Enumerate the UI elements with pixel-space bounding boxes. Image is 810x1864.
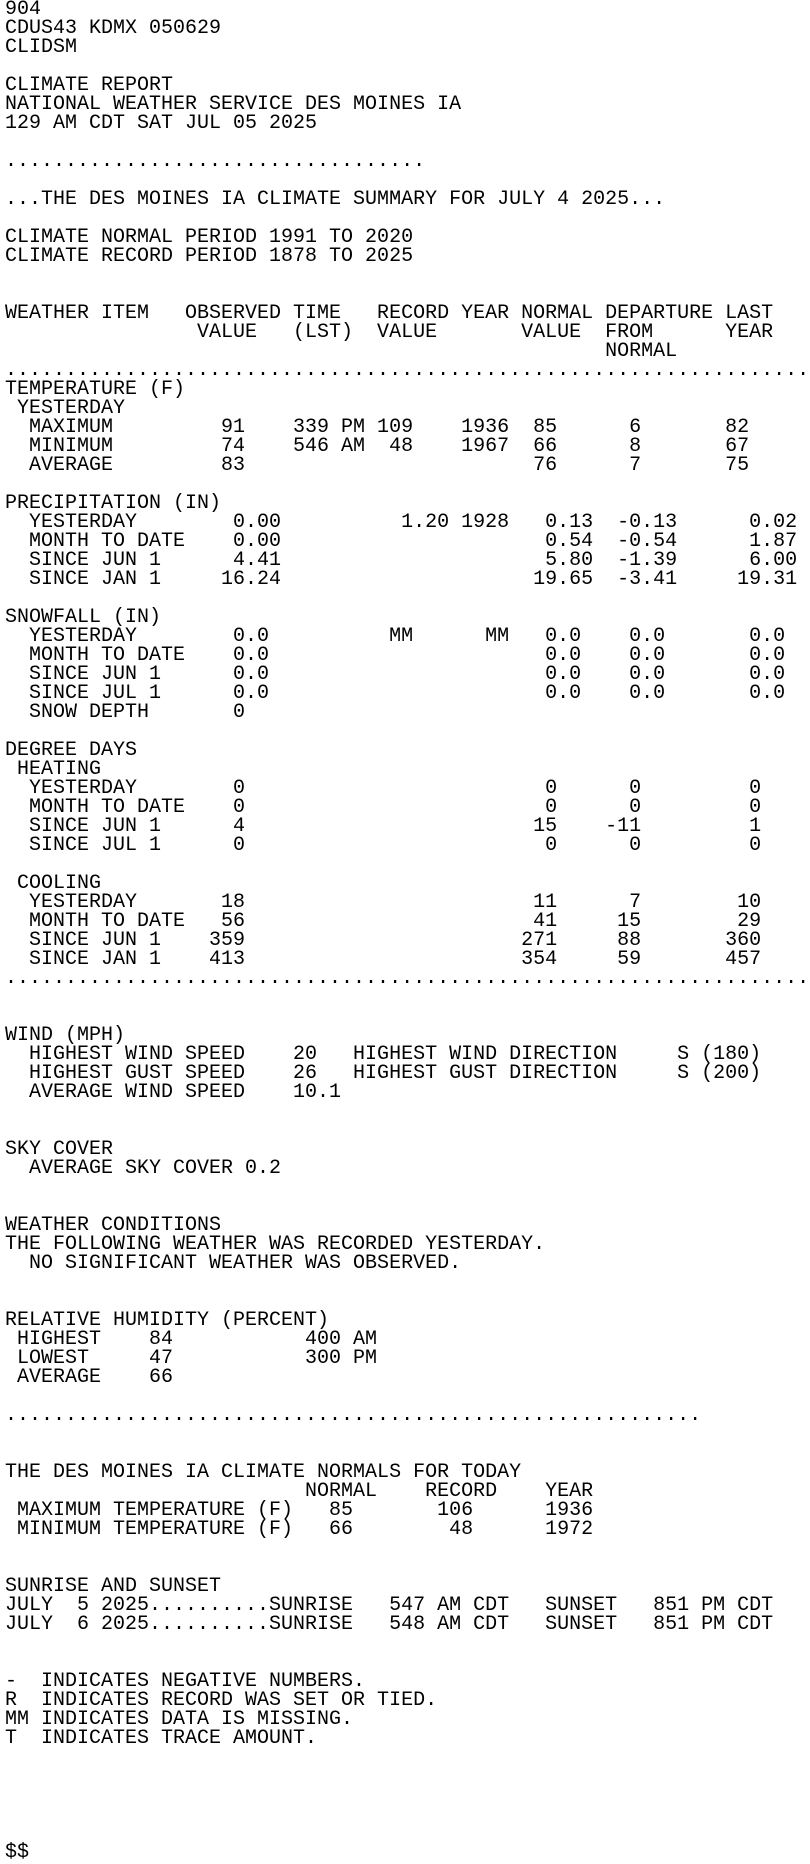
report-line: R INDICATES RECORD WAS SET OR TIED. — [5, 1689, 438, 1712]
report-line: MAXIMUM TEMPERATURE (F) 85 106 1936 — [5, 1499, 594, 1522]
report-line: HIGHEST GUST SPEED 26 HIGHEST GUST DIRECTION S (200) — [5, 1062, 762, 1085]
report-line: CLIMATE NORMAL PERIOD 1991 TO 2020 — [5, 226, 414, 249]
report-line: 129 AM CDT SAT JUL 05 2025 — [5, 112, 318, 135]
report-line — [5, 1634, 810, 1653]
report-line: SINCE JUL 1 0 0 0 0 — [5, 834, 762, 857]
report-line: MONTH TO DATE 0.0 0.0 0.0 0.0 — [5, 644, 786, 667]
report-line — [5, 266, 810, 285]
report-line: 904 — [5, 0, 42, 21]
report-line: SINCE JUN 1 4 15 -11 1 — [5, 815, 762, 838]
report-line — [5, 1273, 810, 1292]
report-line: YESTERDAY 0 0 0 0 — [5, 777, 762, 800]
report-line: ...THE DES MOINES IA CLIMATE SUMMARY FOR JULY 4 2025... — [5, 188, 666, 211]
report-line: YESTERDAY 18 11 7 10 — [5, 891, 762, 914]
report-line: YESTERDAY 0.00 1.20 1928 0.13 -0.13 0.02 — [5, 511, 798, 534]
report-line — [5, 988, 810, 1007]
report-line: MM INDICATES DATA IS MISSING. — [5, 1708, 354, 1731]
report-line — [5, 1178, 810, 1197]
report-line: HEATING — [5, 758, 102, 781]
report-line — [5, 1824, 810, 1843]
report-line — [5, 1748, 810, 1767]
report-line: WIND (MPH) — [5, 1024, 126, 1047]
report-line: YESTERDAY — [5, 397, 126, 420]
report-line: CLIDSM — [5, 36, 78, 59]
report-line — [5, 1767, 810, 1786]
report-line: ................................................................... — [5, 359, 810, 382]
report-line: SKY COVER — [5, 1138, 114, 1161]
report-line: COOLING — [5, 872, 102, 895]
report-line: VALUE (LST) VALUE VALUE FROM YEAR — [5, 321, 774, 344]
report-line: YESTERDAY 0.0 MM MM 0.0 0.0 0.0 — [5, 625, 786, 648]
report-line: AVERAGE 66 — [5, 1366, 174, 1389]
report-line: MINIMUM 74 546 AM 48 1967 66 8 67 — [5, 435, 750, 458]
report-line: AVERAGE SKY COVER 0.2 — [5, 1157, 282, 1180]
report-line: PRECIPITATION (IN) — [5, 492, 222, 515]
report-line: SINCE JAN 1 413 354 59 457 — [5, 948, 762, 971]
report-line: $$ — [5, 1841, 30, 1864]
report-line: AVERAGE 83 76 7 75 — [5, 454, 750, 477]
report-line: SNOW DEPTH 0 — [5, 701, 246, 724]
report-line: NORMAL — [5, 340, 678, 363]
report-line: TEMPERATURE (F) — [5, 378, 186, 401]
report-line: SINCE JUN 1 4.41 5.80 -1.39 6.00 — [5, 549, 798, 572]
report-line: JULY 6 2025..........SUNRISE 548 AM CDT SUNSET 851 PM CDT — [5, 1613, 774, 1636]
report-line: NORMAL RECORD YEAR — [5, 1480, 594, 1503]
report-line: JULY 5 2025..........SUNRISE 547 AM CDT SUNSET 851 PM CDT — [5, 1594, 774, 1617]
report-line: MONTH TO DATE 0.00 0.54 -0.54 1.87 — [5, 530, 798, 553]
report-line: WEATHER ITEM OBSERVED TIME RECORD YEAR NORMAL DEPARTURE LAST — [5, 302, 774, 325]
report-line: T INDICATES TRACE AMOUNT. — [5, 1727, 318, 1750]
report-line: SNOWFALL (IN) — [5, 606, 162, 629]
report-line: CLIMATE REPORT — [5, 74, 174, 97]
report-line: HIGHEST 84 400 AM — [5, 1328, 378, 1351]
report-line: NATIONAL WEATHER SERVICE DES MOINES IA — [5, 93, 462, 116]
report-line: MINIMUM TEMPERATURE (F) 66 48 1972 — [5, 1518, 594, 1541]
report-line: MONTH TO DATE 56 41 15 29 — [5, 910, 762, 933]
report-line — [5, 1539, 810, 1558]
report-line: THE DES MOINES IA CLIMATE NORMALS FOR TODAY — [5, 1461, 522, 1484]
report-line: CDUS43 KDMX 050629 — [5, 17, 222, 40]
report-line: RELATIVE HUMIDITY (PERCENT) — [5, 1309, 330, 1332]
report-line: SINCE JAN 1 16.24 19.65 -3.41 19.31 — [5, 568, 798, 591]
report-line: .......................................................... — [5, 1404, 702, 1427]
report-line: CLIMATE RECORD PERIOD 1878 TO 2025 — [5, 245, 414, 268]
report-line — [5, 1786, 810, 1805]
report-line: AVERAGE WIND SPEED 10.1 — [5, 1081, 342, 1104]
report-line — [5, 1007, 810, 1026]
report-line: ................................... — [5, 150, 426, 173]
report-line — [5, 855, 810, 874]
report-line: DEGREE DAYS — [5, 739, 138, 762]
report-line — [5, 1121, 810, 1140]
report-line: NO SIGNIFICANT WEATHER WAS OBSERVED. — [5, 1252, 462, 1275]
report-line: SINCE JUL 1 0.0 0.0 0.0 0.0 — [5, 682, 786, 705]
report-line: MAXIMUM 91 339 PM 109 1936 85 6 82 — [5, 416, 750, 439]
report-line — [5, 1102, 810, 1121]
report-line: THE FOLLOWING WEATHER WAS RECORDED YESTERDAY. — [5, 1233, 546, 1256]
report-line: SINCE JUN 1 359 271 88 360 — [5, 929, 762, 952]
report-line: - INDICATES NEGATIVE NUMBERS. — [5, 1670, 366, 1693]
report-line: HIGHEST WIND SPEED 20 HIGHEST WIND DIRECTION S (180) — [5, 1043, 762, 1066]
report-line: MONTH TO DATE 0 0 0 0 — [5, 796, 762, 819]
report-line: ................................................................... — [5, 967, 810, 990]
report-line: SINCE JUN 1 0.0 0.0 0.0 0.0 — [5, 663, 786, 686]
report-line: LOWEST 47 300 PM — [5, 1347, 378, 1370]
report-line — [5, 1425, 810, 1444]
report-line: SUNRISE AND SUNSET — [5, 1575, 222, 1598]
report-line: WEATHER CONDITIONS — [5, 1214, 222, 1237]
report-line — [5, 1805, 810, 1824]
